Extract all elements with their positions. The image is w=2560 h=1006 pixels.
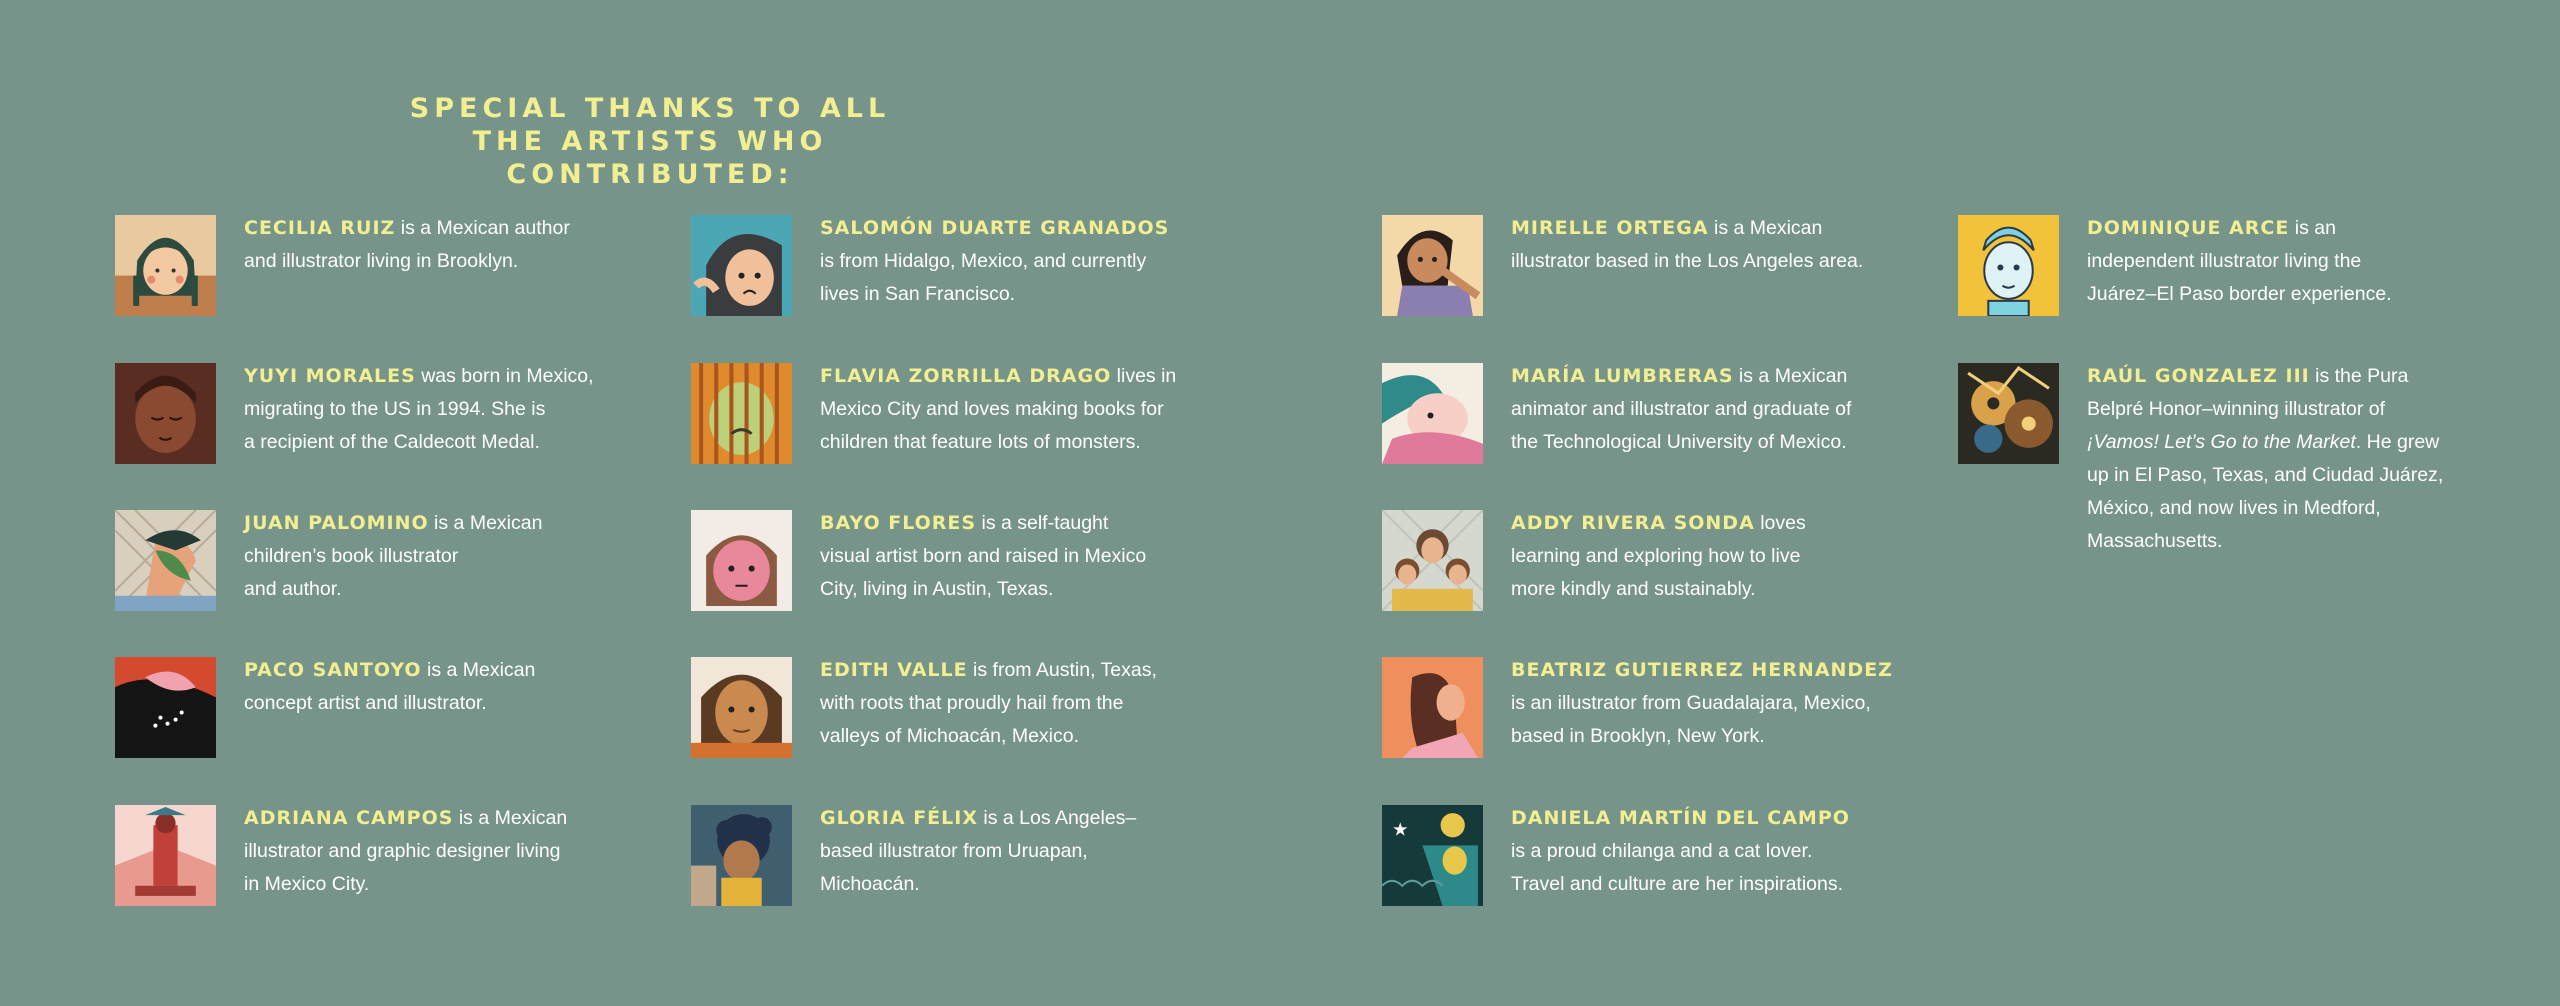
artist-entry-addy-rivera-sonda	[1382, 510, 1806, 611]
artist-bio-line: with roots that proudly hail from the	[820, 692, 1124, 714]
artist-portrait-yuyi-morales	[115, 363, 216, 464]
artist-name: GLORIA FÉLIX	[820, 807, 978, 829]
artist-entry-adriana-campos	[115, 805, 567, 906]
artist-bio-line: is a proud chilanga and a cat lover.	[1511, 840, 1813, 862]
artist-bio-line: illustrator based in the Los Angeles area.	[1511, 250, 1864, 272]
book-title: ¡Vamos! Let’s Go to the Market	[2087, 431, 2356, 453]
artist-bio-line: Travel and culture are her inspirations.	[1511, 873, 1844, 895]
artist-bio-line: a recipient of the Caldecott Medal.	[244, 431, 540, 453]
svg-text:★: ★	[1392, 819, 1409, 841]
artist-entry-maria-lumbreras	[1382, 363, 1851, 464]
artist-entry-juan-palomino	[115, 510, 542, 611]
artist-name: ADDY RIVERA SONDA	[1511, 512, 1755, 534]
artist-name: MIRELLE ORTEGA	[1511, 217, 1709, 239]
artist-entry-cecilia-ruiz	[115, 215, 570, 316]
artist-bio-line: Belpré Honor–winning illustrator of	[2087, 398, 2386, 420]
artist-bio-line: migrating to the US in 1994. She is	[244, 398, 546, 420]
artist-name: FLAVIA ZORRILLA DRAGO	[820, 365, 1112, 387]
artist-entry-paco-santoyo	[115, 657, 535, 758]
artist-bio-line: animator and illustrator and graduate of	[1511, 398, 1852, 420]
artist-bio-line: México, and now lives in Medford,	[2087, 497, 2381, 519]
artist-bio-line: children that feature lots of monsters.	[820, 431, 1141, 453]
artist-bio-line: valleys of Michoacán, Mexico.	[820, 725, 1080, 747]
artist-bio-line: visual artist born and raised in Mexico	[820, 545, 1147, 567]
artist-entry-salomon-duarte-granados	[691, 215, 1169, 316]
artist-entry-bayo-flores	[691, 510, 1146, 611]
artist-bio-line: is a self-taught	[976, 512, 1109, 534]
artist-bio-line: learning and exploring how to live	[1511, 545, 1801, 567]
artist-bio-line: the Technological University of Mexico.	[1511, 431, 1847, 453]
artist-portrait-dominique-arce	[1958, 215, 2059, 316]
artist-bio-line: loves	[1754, 512, 1806, 534]
artist-bio-line: independent illustrator living the	[2087, 250, 2362, 272]
artist-bio-line: illustrator and graphic designer living	[244, 840, 561, 862]
artist-bio-line: is a Los Angeles–	[977, 807, 1137, 829]
page-heading	[340, 92, 960, 191]
artist-portrait-daniela-martin-del-campo	[1382, 805, 1483, 906]
artist-name: DANIELA MARTÍN DEL CAMPO	[1511, 807, 1850, 829]
artist-bio-line: is from Hidalgo, Mexico, and currently	[820, 250, 1147, 272]
artist-bio-line: is a Mexican	[421, 659, 536, 681]
artist-bio-line: is the Pura	[2309, 365, 2409, 387]
artist-name: YUYI MORALES	[244, 365, 416, 387]
artist-name: JUAN PALOMINO	[244, 512, 429, 534]
artist-name: CECILIA RUIZ	[244, 217, 396, 239]
artist-portrait-edith-valle	[691, 657, 792, 758]
artist-bio-line: and illustrator living in Brooklyn.	[244, 250, 519, 272]
artist-name: SALOMÓN DUARTE GRANADOS	[820, 217, 1170, 239]
artist-portrait-raul-gonzalez-iii	[1958, 363, 2059, 464]
artist-bio-line: is a Mexican	[428, 512, 543, 534]
artist-entry-beatriz-gutierrez-hernandez	[1382, 657, 1893, 758]
artist-bio-line: was born in Mexico,	[415, 365, 594, 387]
artist-name: DOMINIQUE ARCE	[2087, 217, 2290, 239]
artist-bio-line: is from Austin, Texas,	[967, 659, 1157, 681]
heading-line-1: SPECIAL THANKS TO ALL	[409, 93, 891, 124]
artist-bio-line: and author.	[244, 578, 342, 600]
artist-bio-line: Massachusetts.	[2087, 530, 2223, 552]
artist-portrait-paco-santoyo	[115, 657, 216, 758]
artist-portrait-mirelle-ortega	[1382, 215, 1483, 316]
heading-line-2: THE ARTISTS WHO CONTRIBUTED:	[472, 126, 828, 190]
artist-bio-line: concept artist and illustrator.	[244, 692, 487, 714]
artist-name: RAÚL GONZALEZ III	[2087, 365, 2310, 387]
artist-bio-line: up in El Paso, Texas, and Ciudad Juárez,	[2087, 464, 2444, 486]
artist-name: EDITH VALLE	[820, 659, 968, 681]
artist-entry-daniela-martin-del-campo	[1382, 805, 1850, 906]
artist-portrait-cecilia-ruiz	[115, 215, 216, 316]
artist-bio-line: based illustrator from Uruapan,	[820, 840, 1088, 862]
artist-name: BAYO FLORES	[820, 512, 977, 534]
artist-bio-line: is a Mexican	[1708, 217, 1823, 239]
artist-portrait-salomon-duarte-granados	[691, 215, 792, 316]
artist-portrait-flavia-zorrilla-drago	[691, 363, 792, 464]
artist-entry-yuyi-morales	[115, 363, 594, 464]
artist-entry-gloria-felix	[691, 805, 1136, 906]
artist-name: BEATRIZ GUTIERREZ HERNANDEZ	[1511, 659, 1893, 681]
artist-entry-raul-gonzalez-iii	[1958, 363, 2443, 558]
artist-name: ADRIANA CAMPOS	[244, 807, 454, 829]
artist-bio-line: Juárez–El Paso border experience.	[2087, 283, 2392, 305]
artist-bio-line: Michoacán.	[820, 873, 920, 895]
artist-bio-line: Mexico City and loves making books for	[820, 398, 1164, 420]
artist-entry-edith-valle	[691, 657, 1157, 758]
artist-portrait-gloria-felix	[691, 805, 792, 906]
artist-portrait-maria-lumbreras	[1382, 363, 1483, 464]
artist-name: MARÍA LUMBRERAS	[1511, 365, 1734, 387]
artist-portrait-addy-rivera-sonda	[1382, 510, 1483, 611]
artist-bio-line: lives in San Francisco.	[820, 283, 1016, 305]
artist-bio-line: more kindly and sustainably.	[1511, 578, 1756, 600]
artist-bio-line: is a Mexican	[1733, 365, 1848, 387]
artist-entry-flavia-zorrilla-drago	[691, 363, 1176, 464]
artist-entry-mirelle-ortega	[1382, 215, 1863, 316]
artist-portrait-adriana-campos	[115, 805, 216, 906]
artist-bio-line: in Mexico City.	[244, 873, 370, 895]
artist-bio-line: City, living in Austin, Texas.	[820, 578, 1054, 600]
artist-entry-dominique-arce	[1958, 215, 2392, 316]
artist-bio-line: children’s book illustrator	[244, 545, 459, 567]
artist-name: PACO SANTOYO	[244, 659, 422, 681]
artist-portrait-bayo-flores	[691, 510, 792, 611]
artist-bio-line: is an illustrator from Guadalajara, Mexico,	[1511, 692, 1871, 714]
artist-portrait-juan-palomino	[115, 510, 216, 611]
artist-portrait-beatriz-gutierrez-hernandez	[1382, 657, 1483, 758]
artist-bio-line: is an	[2289, 217, 2336, 239]
artist-bio-line: is a Mexican author	[395, 217, 570, 239]
artist-bio-line: . He grew	[2355, 431, 2440, 453]
artist-bio-line: based in Brooklyn, New York.	[1511, 725, 1765, 747]
artist-bio-line: is a Mexican	[453, 807, 568, 829]
artist-bio-line: lives in	[1111, 365, 1177, 387]
